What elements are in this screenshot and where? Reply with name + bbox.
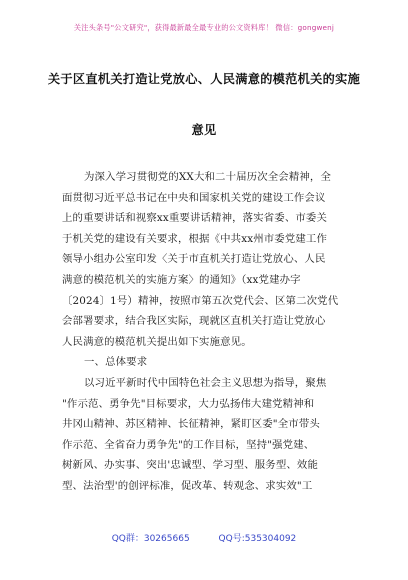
footer-contact	[0, 531, 408, 544]
text-line: 于机关党的建设有关要求，根据《中共xx州市委党建工作	[62, 232, 327, 245]
text-line: 满意的模范机关的实施方案〉的通知》（xx党建办字	[62, 273, 301, 286]
text-line: 型、法治型'的创评标准，促改革、转观念、求实效"工	[62, 479, 313, 492]
paragraph-intro	[62, 167, 352, 373]
text-line: 面贯彻习近平总书记在中央和国家机关党的建设工作会议	[62, 191, 326, 204]
qq-group-number: QQ群：30265665	[111, 534, 190, 544]
text-line: 〔2024〕1号）精神，按照市第五次党代会、区第二次党代	[62, 294, 339, 307]
header-banner: 关注头条号"公文研究"，获得最新最全最专业的公文资料库！ 微信：gongwenj	[73, 23, 335, 32]
text-line: "作示范、勇争先"目标要求，大力弘扬伟大建党精神和	[62, 397, 315, 410]
text-line: 上的重要讲话和视察xx重要讲话精神，落实省委、市委关	[62, 212, 327, 225]
paragraph-general-requirements	[62, 373, 352, 497]
text-line: 会部署要求，结合我区实际，现就区直机关打造让党放心	[62, 315, 326, 328]
document-title: 关于区直机关打造让党放心、人民满意的模范机关的实施	[47, 72, 361, 86]
section-heading: 一、总体要求	[84, 356, 148, 369]
text-line: 以习近平新时代中国特色社会主义思想为指导，聚焦	[84, 377, 327, 389]
text-line: 树新风、办实事、突出'忠诚型、学习型、服务型、效能	[62, 459, 318, 472]
text-line: 作示范、全省奋力勇争先"的工作目标，坚持"强党建、	[62, 438, 315, 451]
text-line: 人民满意的模范机关提出如下实施意见。	[62, 335, 252, 348]
document-title-continued: 意见	[191, 123, 217, 137]
text-line: 领导小组办公室印发〈关于市直机关打造让党放心、人民	[62, 253, 326, 266]
text-line: 井冈山精神、苏区精神、长征精神，紧盯区委"全市带头	[62, 418, 320, 431]
text-line: 为深入学习贯彻党的XX大和二十届历次全会精神，全	[84, 171, 331, 183]
qq-number: QQ号:535304092	[218, 534, 297, 544]
